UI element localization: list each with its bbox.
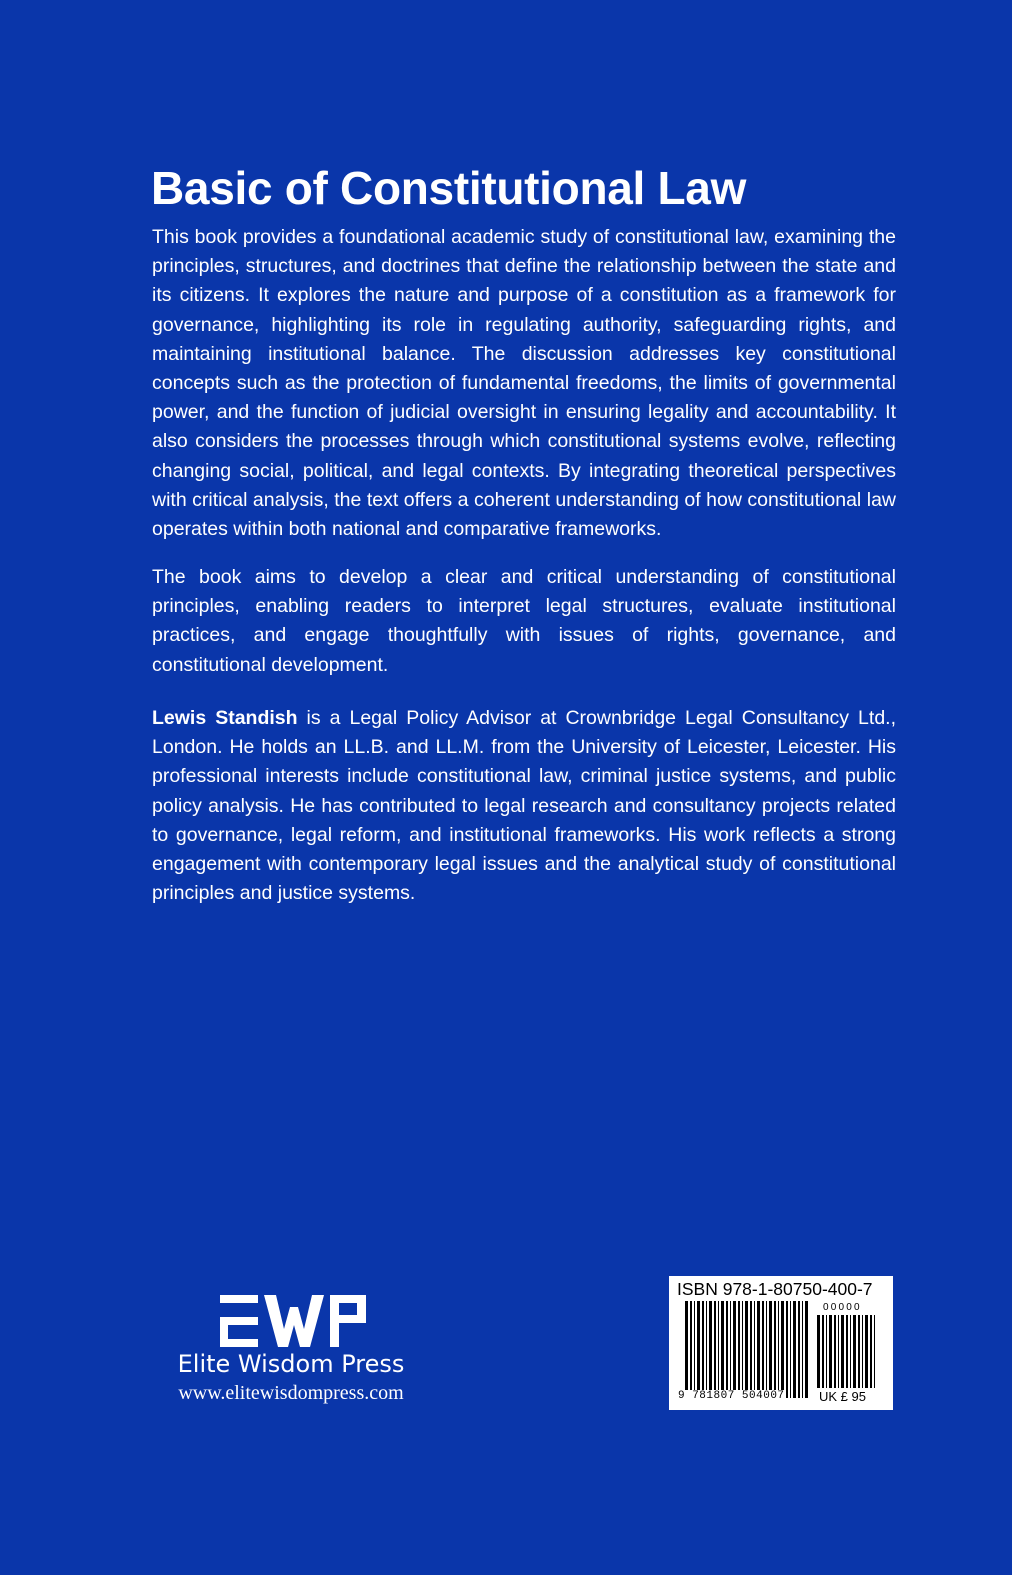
barcode-bar [733, 1301, 736, 1398]
barcode-bar [766, 1301, 767, 1398]
barcode-bar [786, 1301, 788, 1398]
barcode-bar [790, 1301, 791, 1398]
barcode-bar [702, 1301, 704, 1398]
price: UK £ 95 [819, 1389, 866, 1404]
barcode-bar [742, 1301, 743, 1398]
isbn-text: ISBN 978-1-80750-400-7 [677, 1279, 873, 1299]
barcode-bar [774, 1301, 776, 1398]
barcode-bar [778, 1301, 779, 1398]
barcode-bar [853, 1315, 856, 1388]
barcode-bar [817, 1315, 820, 1388]
barcode-bar [714, 1301, 716, 1398]
barcode-bar [697, 1301, 700, 1398]
barcode-bar [858, 1315, 860, 1388]
barcode-bar [846, 1315, 848, 1388]
barcode-bar [829, 1315, 832, 1388]
book-aims: The book aims to develop a clear and critical understanding of constitutional principles, enabling readers to interpret legal structures, evaluate institutional practices, and engage thoughtfully with issues of rights, governance, and constitutional development. [152, 566, 896, 676]
barcode-bar [762, 1301, 764, 1398]
isbn-barcode [669, 1276, 893, 1410]
barcode-bar [826, 1315, 827, 1388]
barcode-bar [738, 1301, 740, 1398]
barcode-bar [757, 1301, 760, 1398]
barcode-bar [694, 1301, 695, 1398]
barcode-bar [798, 1301, 800, 1398]
barcode-digits: 9 781807 504007 [678, 1390, 785, 1402]
publisher-name: Elite Wisdom Press [177, 1350, 405, 1378]
publisher-url: www.elitewisdompress.com [178, 1382, 404, 1404]
barcode-bar [870, 1315, 872, 1388]
barcode-bar [769, 1301, 772, 1398]
barcode-bar [865, 1315, 868, 1388]
author-bio [152, 704, 896, 908]
author-bio-text: is a Legal Policy Advisor at Crownbridge Legal Consultancy Ltd., London. He holds an LL.B. and LL.M. from the University of Leicester, Leicester. His professional interests include constitutional law, criminal justice systems, and public policy analysis. He has contributed to legal research and consultancy projects related to governance, legal reform, and institutional frameworks. His work reflects a strong engagement with contemporary legal issues and the analytical study of constitutional principles and justice systems. [152, 707, 896, 905]
barcode-addon-digits: 00000 [823, 1302, 862, 1313]
barcode-bar [850, 1315, 851, 1388]
barcode-bar [874, 1315, 875, 1388]
barcode-bar [841, 1315, 844, 1388]
barcode-bar [718, 1301, 719, 1398]
barcode-bar [754, 1301, 755, 1398]
book-title: Basic of Constitutional Law [151, 162, 747, 214]
barcode-bar [838, 1315, 839, 1388]
barcode-bar [690, 1301, 692, 1398]
barcode-bar [862, 1315, 863, 1388]
publisher-logo [150, 1293, 450, 1413]
barcode-bar [745, 1301, 748, 1398]
barcode-bar [730, 1301, 731, 1398]
barcode-bar [706, 1301, 707, 1398]
barcode-bar [750, 1301, 752, 1398]
book-description: This book provides a foundational academic study of constitutional law, examining the principles, structures, and doctrines that define the relationship between the state and its citizens. It explores the nature and purpose of a constitution as a framework for governance, highlighting its role in regulating authority, safeguarding rights, and maintaining institutional balance. The discussion addresses key constitutional concepts such as the protection of fundamental freedoms, the limits of governmental power, and the function of judicial oversight in ensuring legality and accountability. It also considers the processes through which constitutional systems evolve, reflecting changing social, political, and legal contexts. By integrating theoretical perspectives with critical analysis, the text offers a coherent understanding of how constitutional law operates within both national and comparative frameworks. [152, 226, 896, 541]
barcode-bar [726, 1301, 728, 1398]
barcode-bar [709, 1301, 712, 1398]
barcode-bar [685, 1301, 688, 1398]
barcode-bar [834, 1315, 836, 1388]
barcode-bar [802, 1301, 803, 1398]
barcode-bar [781, 1301, 784, 1398]
barcode-bar [805, 1301, 808, 1398]
barcode-bar [822, 1315, 824, 1388]
barcode-bar [721, 1301, 724, 1398]
ewp-logo-mark [220, 1295, 366, 1347]
barcode-bar [793, 1301, 796, 1398]
author-name: Lewis Standish [152, 707, 298, 729]
